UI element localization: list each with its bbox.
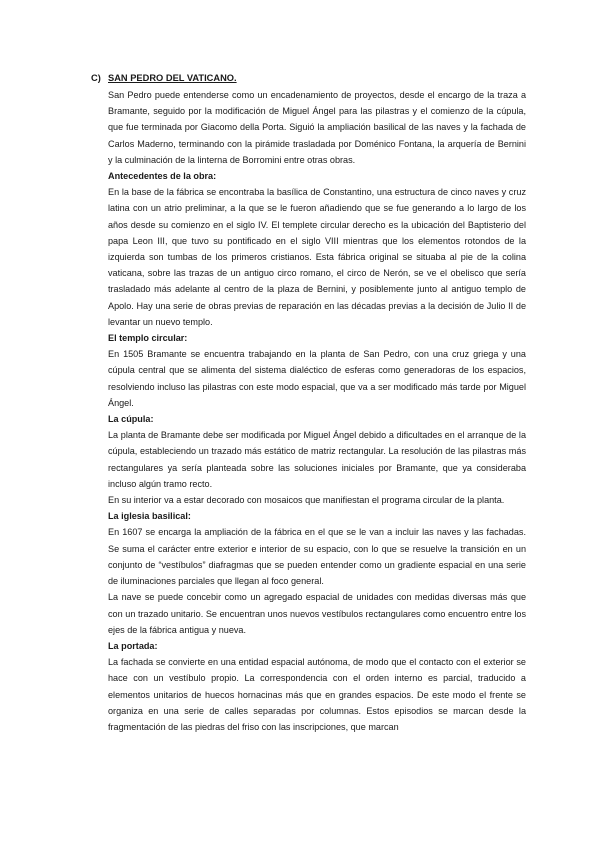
document-body: [108, 87, 526, 735]
section-title: SAN PEDRO DEL VATICANO.: [108, 73, 237, 83]
iglesia-paragraph-2: La nave se puede concebir como un agregado espacial de unidades con medidas diversas más que con un trazado unitario. Se encuentran unos nuevos vestíbulos rectangulares como encuentro entre los ejes de la fábrica antigua y nueva.: [108, 592, 526, 635]
section-heading: [91, 70, 237, 86]
intro-paragraph: San Pedro puede entenderse como un encadenamiento de proyectos, desde el encargo de la traza a Bramante, seguido por la modificación de Miguel Ángel para las pilastras y el comienzo de la cúpula, que fue terminada por Giacomo della Porta. Siguió la ampliación basilical de las naves y la fachada de Carlos Maderno, terminando con la pirámide trasladada por Doménico Fontana, la arquería de Bernini y la culminación de la linterna de Borromini entre otras obras.: [108, 90, 526, 165]
cupula-heading: La cúpula:: [108, 414, 154, 425]
section-letter: C): [91, 73, 101, 83]
templo-heading: El templo circular:: [108, 333, 188, 344]
templo-paragraph: En 1505 Bramante se encuentra trabajando en la planta de San Pedro, con una cruz griega y una cúpula central que se alimenta del sistema dialéctico de esferas como generadoras de los espacios, resolviendo incluso las pilastras con este modo espacial, que va a ser modificado más tarde por Miguel Ángel.: [108, 349, 526, 408]
iglesia-heading: La iglesia basilical:: [108, 511, 191, 522]
antecedentes-paragraph: En la base de la fábrica se encontraba la basílica de Constantino, una estructura de cinco naves y cruz latina con un atrio preliminar, a la que se le fueron añadiendo que se fue generando a lo largo de los años desde su comienzo en el siglo IV. El templete circular derecho es la ubicación del Baptisterio del papa Leon III, que tuvo su pontificado en el siglo VIII mientras que los elementos rotondos de la izquierda son tumbas de los primeros cristianos. Esta fábrica original se situaba al pie de la colina vaticana, sobre las trazas de un antiguo circo romano, el circo de Nerón, se ve el obelisco que sería trasladado más adelante al centro de la plaza de Bernini, y posiblemente junto al antiguo templo de Apolo. Hay una serie de obras previas de reparación en las décadas previas a la decisión de Julio II de levantar un nuevo templo.: [108, 187, 526, 327]
portada-paragraph: La fachada se convierte en una entidad espacial autónoma, de modo que el contacto con el exterior se hace con un vestíbulo propio. La correspondencia con el orden interno es parcial, traducido a elementos unitarios de huecos hornacinas más que en grandes espacios. De este modo el frente se organiza en una serie de calles separadas por columnas. Estos episodios se marcan desde la fragmentación de las piedras del friso con las inscripciones, que marcan: [108, 657, 526, 732]
iglesia-paragraph: En 1607 se encarga la ampliación de la fábrica en el que se le van a incluir las naves y las fachadas. Se suma el carácter entre exterior e interior de su espacio, con lo que se resuelve la transición en un conjunto de “vestíbulos” diafragmas que se pueden entender como un gradiente espacial en una serie de iluminaciones parciales que llegan al foco general.: [108, 527, 526, 587]
cupula-paragraph-2: En su interior va a estar decorado con mosaicos que manifiestan el programa circular de la planta.: [108, 495, 505, 506]
cupula-paragraph: La planta de Bramante debe ser modificada por Miguel Ángel debido a dificultades en el arranque de la cúpula, estableciendo un trazado más estático de matriz rectangular. La resolución de las pilastras más rectangulares ya sería planteada sobre las soluciones iniciales por Bramante, que ya consideraba incluso algún tramo recto.: [108, 430, 526, 489]
antecedentes-heading: Antecedentes de la obra:: [108, 171, 217, 182]
portada-heading: La portada:: [108, 640, 158, 651]
